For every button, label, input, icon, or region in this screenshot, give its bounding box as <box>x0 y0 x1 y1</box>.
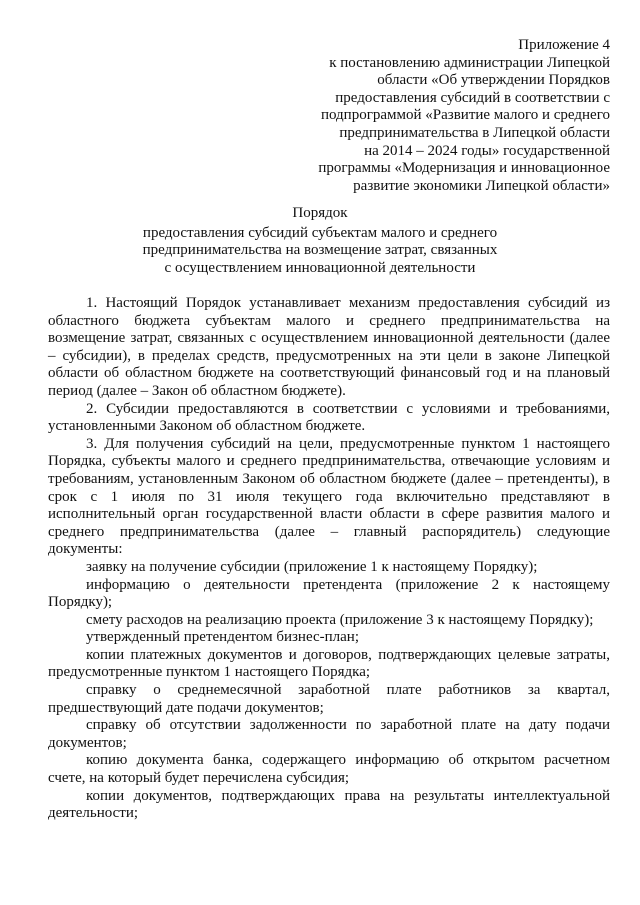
document-body <box>48 295 610 823</box>
document-title: Порядок <box>292 205 348 221</box>
annex-line: Приложение 4 <box>518 37 610 53</box>
annex-line: области «Об утверждении Порядков <box>377 72 610 89</box>
document-list-item: информацию о деятельности претендента (приложение 2 к настоящему Порядку); <box>48 576 610 611</box>
annex-line: предоставления субсидий в соответствии с <box>335 89 610 106</box>
annex-line: программы «Модернизация и инновационное <box>318 160 610 177</box>
annex-line: подпрограммой «Развитие малого и среднего <box>320 107 610 124</box>
document-subtitle-line: с осуществлением инновационной деятельности <box>164 259 476 276</box>
paragraph-2: 2. Субсидии предоставляются в соответствии с условиями и требованиями, установленными Законом об областном бюджете. <box>48 400 610 435</box>
paragraph-3: 3. Для получения субсидий на цели, предусмотренные пунктом 1 настоящего Порядка, субъекты малого и среднего предпринимательства, отвечающие условиям и требованиям, установленным Законом об областном бюджете (далее – претенденты), в срок с 1 июля по 31 июля текущего года включительно представляют в исполнительный орган государственной власти области в сфере развития малого и среднего предпринимательства (далее – главный распорядитель) следующие документы: <box>48 435 610 558</box>
document-list-item: справку об отсутствии задолженности по заработной плате на дату подачи документов; <box>48 717 610 751</box>
document-subtitle-line: предпринимательства на возмещение затрат, связанных <box>142 242 498 259</box>
document-list-item: смету расходов на реализацию проекта (приложение 3 к настоящему Порядку); <box>86 611 594 628</box>
document-list-item: заявку на получение субсидии (приложение 1 к настоящему Порядку); <box>86 558 538 575</box>
annex-line: на 2014 – 2024 годы» государственной <box>364 142 610 159</box>
document-list-item: справку о среднемесячной заработной плате работников за квартал, предшествующий дате подачи документов; <box>48 682 610 716</box>
document-list-item: копию документа банка, содержащего информацию об открытом расчетном счете, на который будет перечислена субсидия; <box>48 752 610 787</box>
document-list-item: утвержденный претендентом бизнес-план; <box>86 629 359 646</box>
annex-line: предпринимательства в Липецкой области <box>339 124 610 141</box>
document-list-item: копии платежных документов и договоров, подтверждающих целевые затраты, предусмотренные пунктом 1 настоящего Порядка; <box>48 646 610 681</box>
paragraph-1: 1. Настоящий Порядок устанавливает механизм предоставления субсидий из областного бюджета субъектам малого и среднего предпринимательства на возмещение затрат, связанных с осуществлением инновационной деятельности (далее – субсидии), в пределах средств, предусмотренных на эти цели в законе Липецкой области об областном бюджете на соответствующий финансовый год и на плановый период (далее – Закон об областном бюджете). <box>48 295 610 399</box>
annex-line: развитие экономики Липецкой области» <box>353 177 610 194</box>
document-list-item: копии документов, подтверждающих права на результаты интеллектуальной деятельности; <box>48 787 610 822</box>
document-subtitle-line: предоставления субсидий субъектам малого и среднего <box>142 224 498 241</box>
document-heading <box>0 205 640 277</box>
annex-line: к постановлению администрации Липецкой <box>329 54 610 71</box>
annex-header <box>310 37 610 195</box>
